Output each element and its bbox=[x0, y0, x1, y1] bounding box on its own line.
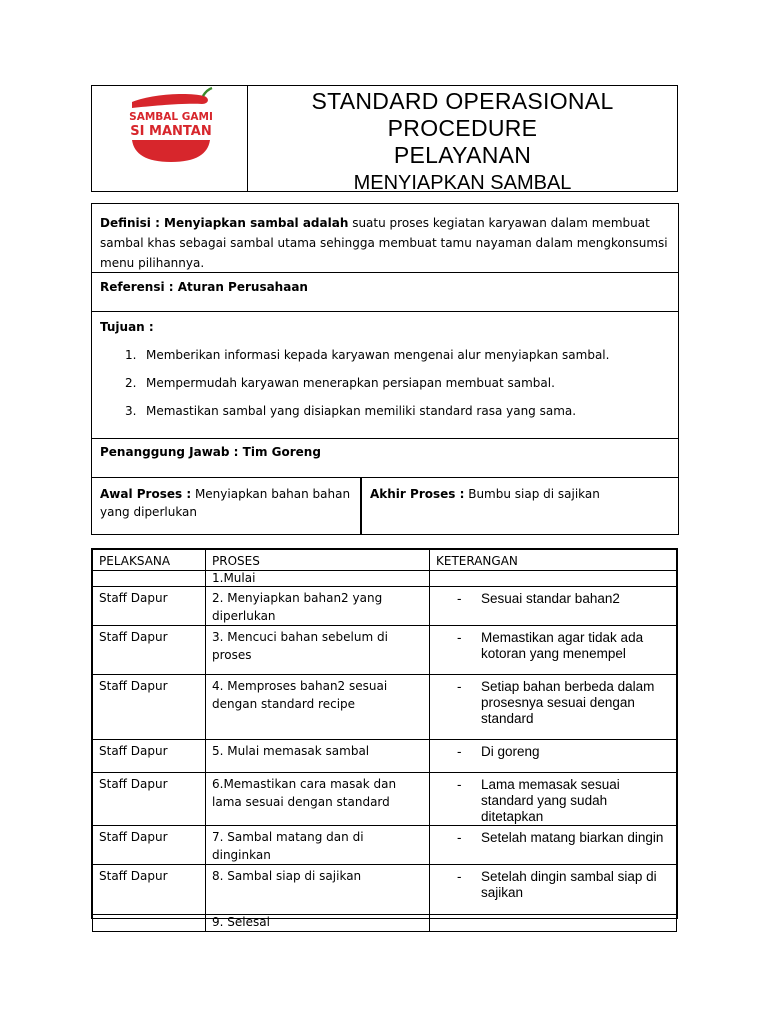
title-line-3: PELAYANAN bbox=[393, 142, 532, 168]
list-item: 2. Mempermudah karyawan menerapkan persiapan membuat sambal. bbox=[125, 376, 555, 390]
title-line-2: PROCEDURE bbox=[387, 115, 538, 141]
logo-cell bbox=[92, 86, 248, 191]
table-row: Staff Dapur 5. Mulai memasak sambal - Di goreng bbox=[93, 740, 677, 773]
logo-text-line2: SI MANTAN bbox=[130, 124, 212, 139]
proses-row bbox=[92, 478, 678, 535]
table-row: Staff Dapur 2. Menyiapkan bahan2 yang diperlukan - Sesuai standar bahan2 bbox=[93, 587, 677, 626]
list-item: 1. Memberikan informasi kepada karyawan mengenai alur menyiapkan sambal. bbox=[125, 348, 610, 362]
table-row: 1.Mulai bbox=[93, 571, 677, 587]
table-row: 9. Selesai bbox=[93, 915, 677, 932]
table-row: Staff Dapur 8. Sambal siap di sajikan - Setelah dingin sambal siap di sajikan bbox=[93, 865, 677, 915]
definisi-label: Definisi : Menyiapkan sambal adalah bbox=[100, 216, 349, 230]
info-box bbox=[91, 203, 679, 535]
referensi-row: Referensi : Aturan Perusahaan bbox=[92, 273, 678, 312]
logo-text-line1: SAMBAL GAMI bbox=[129, 111, 213, 123]
table-row: Staff Dapur 6.Memastikan cara masak dan lama sesuai dengan standard - Lama memasak sesuai standard yang sudah ditetapkan bbox=[93, 773, 677, 826]
list-item: 3. Memastikan sambal yang disiapkan memiliki standard rasa yang sama. bbox=[125, 404, 577, 418]
header-keterangan: KETERANGAN bbox=[430, 550, 677, 571]
header-pelaksana: PELAKSANA bbox=[93, 550, 206, 571]
penanggung-row: Penanggung Jawab : Tim Goreng bbox=[92, 439, 678, 478]
header-box bbox=[91, 85, 678, 192]
tujuan-row bbox=[92, 312, 678, 439]
table-row: Staff Dapur 7. Sambal matang dan di dinginkan - Setelah matang biarkan dingin bbox=[93, 826, 677, 865]
sambal-logo bbox=[92, 86, 247, 191]
table-row: Staff Dapur 3. Mencuci bahan sebelum di proses - Memastikan agar tidak ada kotoran yang menempel bbox=[93, 626, 677, 675]
definisi-text: suatu proses kegiatan karyawan dalam membuat sambal khas sebagai sambal utama sehingga membuat tamu nayaman dalam mengkonsumsi menu pilihannya. bbox=[100, 216, 668, 270]
awal-proses: Awal Proses : Menyiapkan bahan bahan yang diperlukan bbox=[92, 478, 362, 535]
title-line-1: STANDARD OPERASIONAL bbox=[311, 88, 614, 114]
chili-icon bbox=[132, 94, 208, 108]
subtitle: MENYIAPKAN SAMBAL bbox=[353, 172, 572, 194]
bowl-icon bbox=[132, 140, 210, 162]
table-header-row bbox=[93, 550, 677, 571]
title-cell bbox=[248, 86, 677, 194]
tujuan-list bbox=[100, 347, 670, 431]
process-table bbox=[91, 548, 678, 929]
header-proses: PROSES bbox=[206, 550, 430, 571]
definisi-row bbox=[92, 204, 678, 273]
table-row: Staff Dapur 4. Memproses bahan2 sesuai dengan standard recipe - Setiap bahan berbeda dalam prosesnya sesuai dengan standard bbox=[93, 675, 677, 740]
akhir-proses: Akhir Proses : Bumbu siap di sajikan bbox=[370, 487, 600, 501]
tujuan-label: Tujuan : bbox=[100, 320, 154, 334]
